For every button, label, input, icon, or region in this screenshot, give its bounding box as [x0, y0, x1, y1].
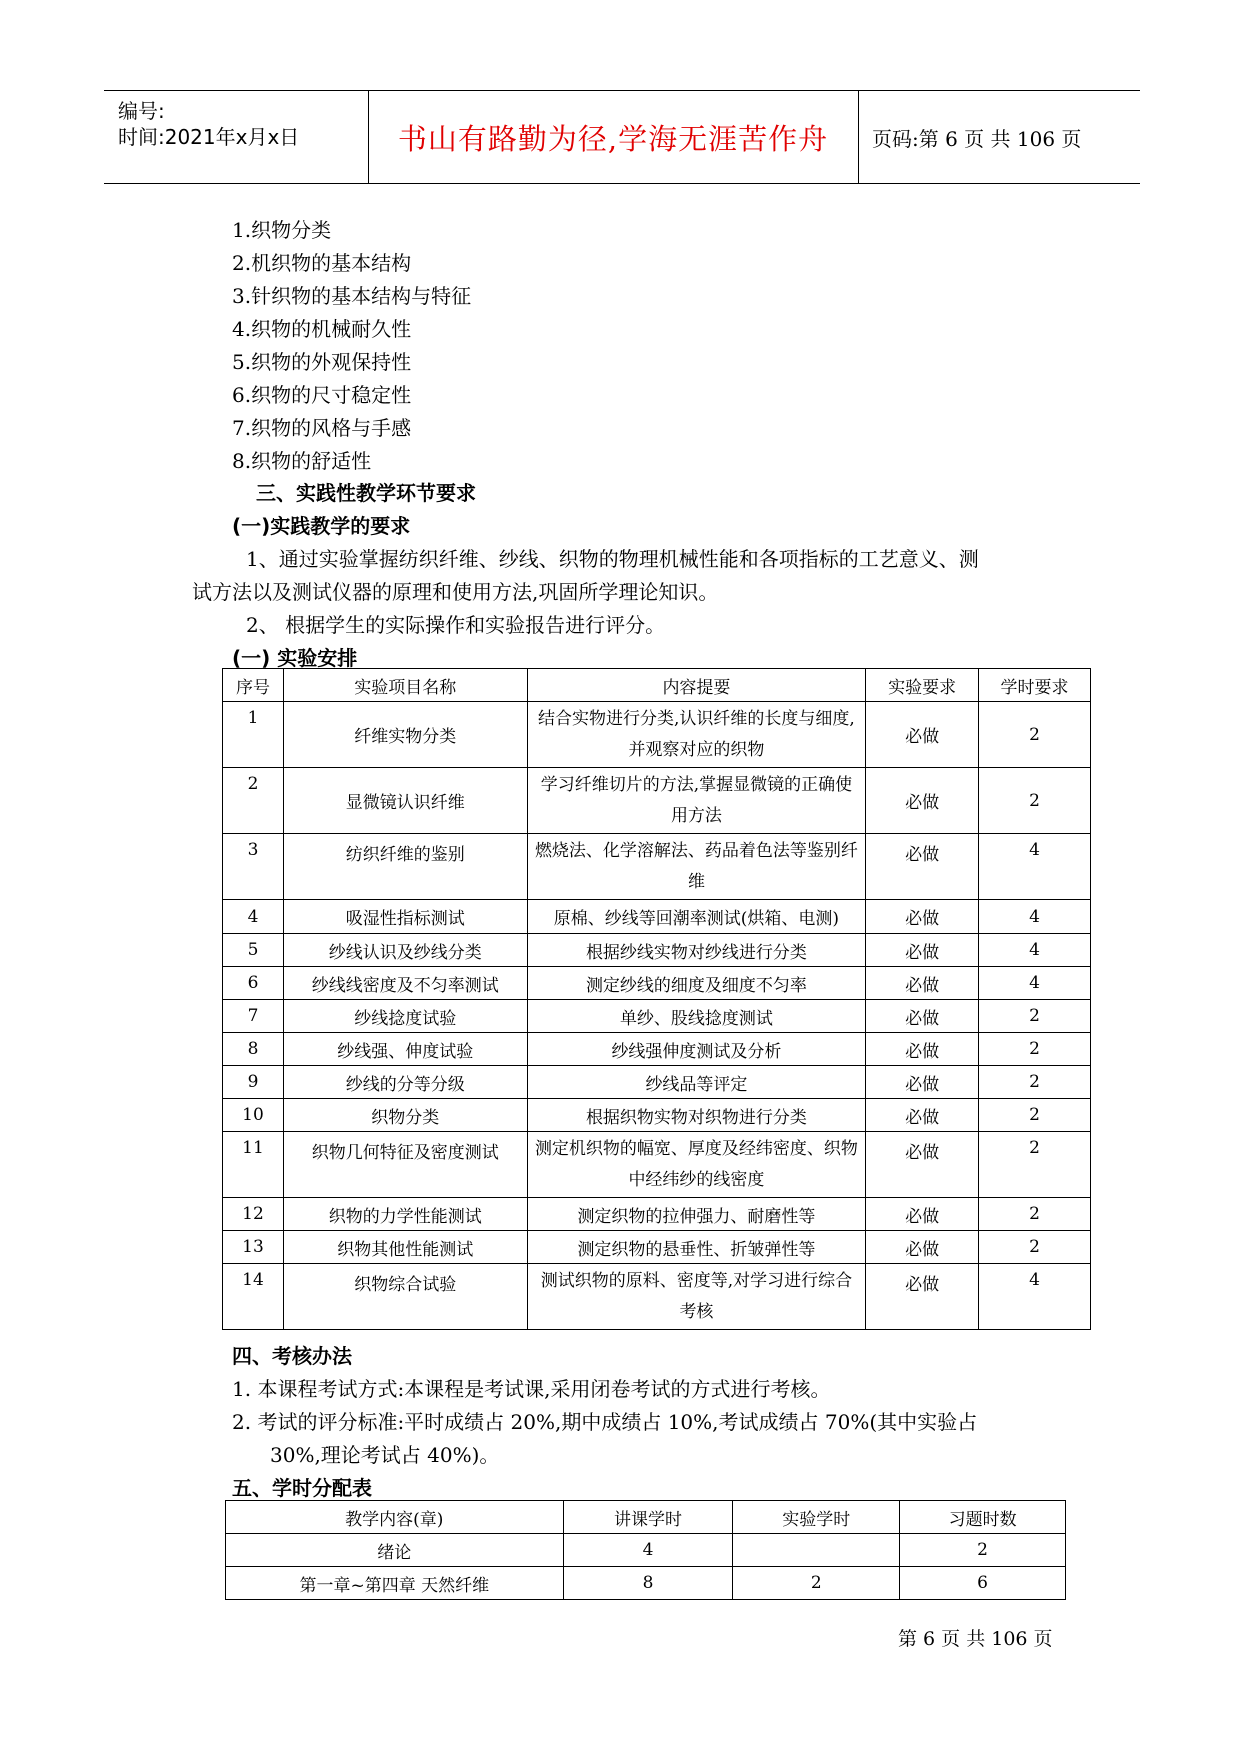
header-cell-requirement: 实验要求 [866, 669, 979, 702]
assessment-item-1: 1. 本课程考试方式:本课程是考试课,采用闭卷考试的方式进行考核。 [232, 1377, 831, 1401]
header-cell-content: 教学内容(章) [226, 1501, 564, 1534]
cell-name: 纱线的分等分级 [283, 1066, 527, 1099]
table-row [223, 1066, 1091, 1099]
cell-requirement: 必做 [866, 934, 979, 967]
cell-content: 结合实物进行分类,认识纤维的长度与细度,并观察对应的织物 [527, 702, 866, 768]
table-row [223, 768, 1091, 834]
table-header-row [223, 669, 1091, 702]
page-header [104, 90, 1140, 184]
cell-requirement: 必做 [866, 768, 979, 834]
cell-name: 纤维实物分类 [283, 702, 527, 768]
paragraph-1-line-2: 试方法以及测试仪器的原理和使用方法,巩固所学理论知识。 [192, 580, 719, 604]
table-row [223, 1132, 1091, 1198]
cell-content: 测定机织物的幅宽、厚度及经纬密度、织物中经纬纱的线密度 [527, 1132, 866, 1198]
cell-requirement: 必做 [866, 1132, 979, 1198]
cell-content: 测定织物的拉伸强力、耐磨性等 [527, 1198, 866, 1231]
cell-lab-hours [733, 1534, 900, 1567]
header-cell-hours: 学时要求 [979, 669, 1091, 702]
list-item: 3.针织物的基本结构与特征 [232, 284, 472, 308]
cell-name: 纱线捻度试验 [283, 1000, 527, 1033]
list-item: 4.织物的机械耐久性 [232, 317, 412, 341]
cell-content: 燃烧法、化学溶解法、药品着色法等鉴别纤维 [527, 834, 866, 900]
header-motto: 书山有路勤为径,学海无涯苦作舟 [397, 121, 829, 156]
table-row [223, 1099, 1091, 1132]
cell-requirement: 必做 [866, 967, 979, 1000]
table-row [223, 934, 1091, 967]
cell-hours: 2 [979, 1198, 1091, 1231]
list-item: 2.机织物的基本结构 [232, 251, 412, 275]
list-item: 8.织物的舒适性 [232, 449, 372, 473]
list-item: 6.织物的尺寸稳定性 [232, 383, 412, 407]
table-row [223, 1033, 1091, 1066]
cell-no: 12 [223, 1198, 284, 1231]
cell-requirement: 必做 [866, 1066, 979, 1099]
cell-requirement: 必做 [866, 1264, 979, 1330]
cell-name: 纱线强、伸度试验 [283, 1033, 527, 1066]
list-item: 7.织物的风格与手感 [232, 416, 412, 440]
cell-hours: 2 [979, 1132, 1091, 1198]
cell-name: 纱线线密度及不匀率测试 [283, 967, 527, 1000]
cell-requirement: 必做 [866, 1198, 979, 1231]
cell-hours: 2 [979, 1066, 1091, 1099]
cell-hours: 2 [979, 1000, 1091, 1033]
cell-hours: 2 [979, 768, 1091, 834]
cell-hours: 4 [979, 967, 1091, 1000]
section-3-subtitle-requirements: (一)实践教学的要求 [232, 514, 411, 538]
page-footer: 第 6 页 共 106 页 [898, 1628, 1053, 1650]
header-page-number: 页码:第 6 页 共 106 页 [872, 126, 1082, 151]
hours-allocation-table [225, 1500, 1066, 1600]
assessment-item-2-line-2: 30%,理论考试占 40%)。 [270, 1443, 500, 1467]
header-info-cell [104, 91, 369, 183]
list-item: 5.织物的外观保持性 [232, 350, 412, 374]
cell-no: 2 [223, 768, 284, 834]
cell-content: 学习纤维切片的方法,掌握显微镜的正确使用方法 [527, 768, 866, 834]
cell-no: 3 [223, 834, 284, 900]
cell-lab-hours: 2 [733, 1567, 900, 1600]
cell-hours: 2 [979, 702, 1091, 768]
cell-name: 织物几何特征及密度测试 [283, 1132, 527, 1198]
document-time-label: 时间:2021年x月x日 [118, 125, 300, 149]
cell-hours: 2 [979, 1033, 1091, 1066]
cell-name: 显微镜认识纤维 [283, 768, 527, 834]
table-row [223, 900, 1091, 934]
header-page-cell [858, 91, 1140, 183]
document-number-label: 编号: [118, 99, 165, 123]
header-cell-exercise-hours: 习题时数 [900, 1501, 1066, 1534]
cell-hours: 2 [979, 1099, 1091, 1132]
section-5-title: 五、学时分配表 [232, 1476, 372, 1500]
cell-requirement: 必做 [866, 1231, 979, 1264]
cell-no: 8 [223, 1033, 284, 1066]
cell-requirement: 必做 [866, 1033, 979, 1066]
header-motto-cell [368, 91, 859, 183]
table-row [226, 1567, 1066, 1600]
cell-name: 织物的力学性能测试 [283, 1198, 527, 1231]
cell-requirement: 必做 [866, 1000, 979, 1033]
list-item: 1.织物分类 [232, 218, 332, 242]
table-row [223, 1198, 1091, 1231]
cell-content: 根据织物实物对织物进行分类 [527, 1099, 866, 1132]
table-header-row [226, 1501, 1066, 1534]
assessment-item-2-line-1: 2. 考试的评分标准:平时成绩占 20%,期中成绩占 10%,考试成绩占 70%(其中实验占 [232, 1410, 978, 1434]
table-row [223, 967, 1091, 1000]
cell-name: 纱线认识及纱线分类 [283, 934, 527, 967]
cell-no: 5 [223, 934, 284, 967]
section-3-subtitle-arrangement: (一) 实验安排 [232, 646, 358, 670]
cell-requirement: 必做 [866, 702, 979, 768]
table-row [223, 1231, 1091, 1264]
cell-content: 原棉、纱线等回潮率测试(烘箱、电测) [527, 900, 866, 934]
cell-lecture-hours: 4 [563, 1534, 733, 1567]
cell-hours: 4 [979, 934, 1091, 967]
cell-name: 织物综合试验 [283, 1264, 527, 1330]
cell-exercise-hours: 2 [900, 1534, 1066, 1567]
cell-hours: 4 [979, 1264, 1091, 1330]
header-cell-lab-hours: 实验学时 [733, 1501, 900, 1534]
cell-content: 单纱、股线捻度测试 [527, 1000, 866, 1033]
cell-no: 13 [223, 1231, 284, 1264]
paragraph-2: 2、 根据学生的实际操作和实验报告进行评分。 [246, 613, 666, 637]
paragraph-1-line-1: 1、通过实验掌握纺织纤维、纱线、织物的物理机械性能和各项指标的工艺意义、测 [246, 547, 979, 571]
cell-content: 第一章~第四章 天然纤维 [226, 1567, 564, 1600]
cell-content: 测试织物的原料、密度等,对学习进行综合考核 [527, 1264, 866, 1330]
cell-no: 14 [223, 1264, 284, 1330]
table-row [226, 1534, 1066, 1567]
table-row [223, 1264, 1091, 1330]
header-cell-lecture-hours: 讲课学时 [563, 1501, 733, 1534]
section-4-title: 四、考核办法 [232, 1344, 352, 1368]
cell-requirement: 必做 [866, 834, 979, 900]
cell-name: 织物其他性能测试 [283, 1231, 527, 1264]
cell-no: 4 [223, 900, 284, 934]
experiment-table [222, 668, 1091, 1330]
cell-no: 1 [223, 702, 284, 768]
header-cell-no: 序号 [223, 669, 284, 702]
cell-content: 测定织物的悬垂性、折皱弹性等 [527, 1231, 866, 1264]
cell-no: 6 [223, 967, 284, 1000]
cell-content: 纱线强伸度测试及分析 [527, 1033, 866, 1066]
cell-exercise-hours: 6 [900, 1567, 1066, 1600]
header-cell-name: 实验项目名称 [283, 669, 527, 702]
cell-name: 纺织纤维的鉴别 [283, 834, 527, 900]
cell-content: 绪论 [226, 1534, 564, 1567]
table-row [223, 834, 1091, 900]
cell-requirement: 必做 [866, 900, 979, 934]
cell-content: 纱线品等评定 [527, 1066, 866, 1099]
cell-requirement: 必做 [866, 1099, 979, 1132]
cell-no: 9 [223, 1066, 284, 1099]
section-3-title: 三、实践性教学环节要求 [256, 481, 476, 505]
table-row [223, 702, 1091, 768]
cell-no: 7 [223, 1000, 284, 1033]
table-row [223, 1000, 1091, 1033]
cell-hours: 4 [979, 900, 1091, 934]
cell-content: 根据纱线实物对纱线进行分类 [527, 934, 866, 967]
cell-no: 10 [223, 1099, 284, 1132]
cell-no: 11 [223, 1132, 284, 1198]
cell-lecture-hours: 8 [563, 1567, 733, 1600]
cell-name: 织物分类 [283, 1099, 527, 1132]
cell-name: 吸湿性指标测试 [283, 900, 527, 934]
cell-hours: 4 [979, 834, 1091, 900]
cell-hours: 2 [979, 1231, 1091, 1264]
cell-content: 测定纱线的细度及细度不匀率 [527, 967, 866, 1000]
header-cell-content: 内容提要 [527, 669, 866, 702]
